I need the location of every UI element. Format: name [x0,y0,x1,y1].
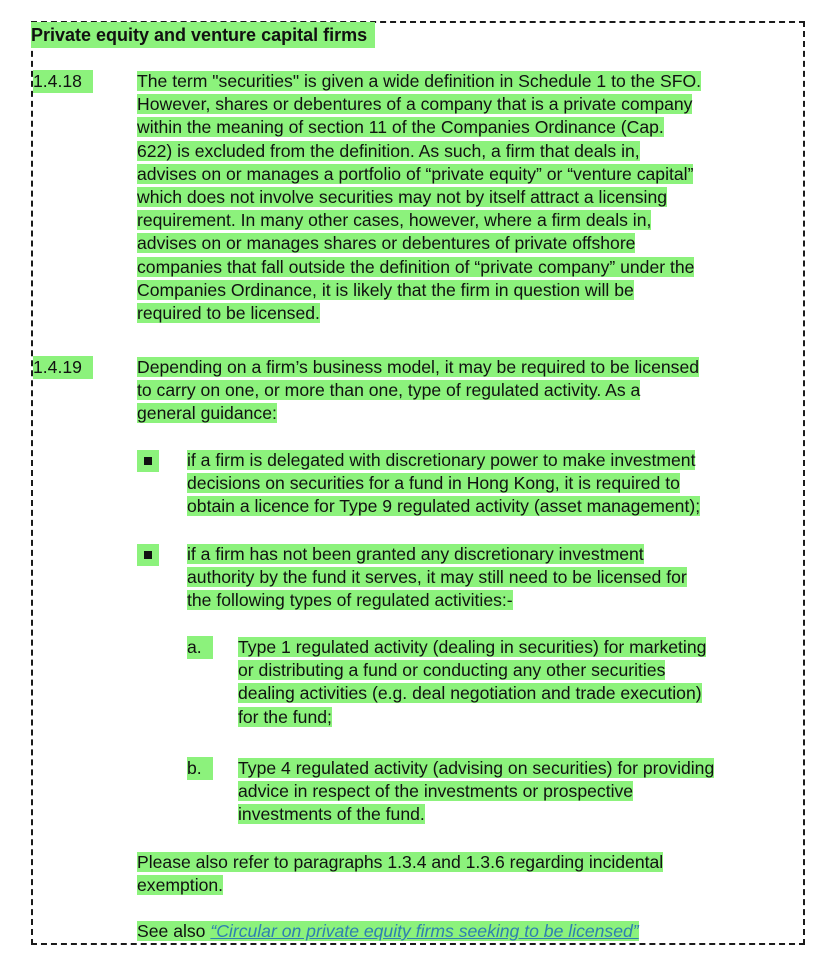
paragraph-1419-line: Depending on a firm’s business model, it may be required to be licensed [137,357,700,377]
paragraph-1418-line: which does not involve securities may not by itself attract a licensing [137,187,668,208]
paragraph-1418-line: 622) is excluded from the definition. As such, a firm that deals in, [137,140,640,161]
paragraph-1418-line: advises on or manages shares or debentures of private offshore [137,233,636,254]
subitem-b [238,757,714,827]
bullet-item-2 [187,543,687,613]
section-heading: Private equity and venture capital firms [31,22,375,48]
also-refer-line: exemption. [137,875,224,896]
paragraph-1418-line: required to be licensed. [137,303,320,324]
subitem-a-line: Type 1 regulated activity (dealing in securities) for marketing [238,637,707,657]
bullet-1-line: decisions on securities for a fund in Hong Kong, it is required to [187,473,680,494]
paragraph-1418-line: advises on or manages a portfolio of “private equity” or “venture capital” [137,163,694,184]
paragraph-1418-line: companies that fall outside the definition of “private company” under the [137,256,695,277]
paragraph-1418-line: The term "securities" is given a wide definition in Schedule 1 to the SFO. [137,71,702,91]
subitem-a-line: for the fund; [238,706,332,727]
bullet-1-line: if a firm is delegated with discretionary power to make investment [187,450,696,470]
see-also-prefix: See also [137,921,211,941]
bullet-1-line: obtain a licence for Type 9 regulated activity (asset management); [187,496,701,517]
circular-link[interactable]: “Circular on private equity firms seeking to be licensed” [210,921,639,941]
bullet-marker [137,450,159,472]
subitem-b-line: advice in respect of the investments or prospective [238,781,634,802]
square-bullet-icon [144,457,152,465]
bullet-2-line: if a firm has not been granted any discretionary investment [187,544,644,564]
subitem-b-marker: b. [187,757,213,780]
subitem-b-line: Type 4 regulated activity (advising on securities) for providing [238,758,715,778]
subitem-b-line: investments of the fund. [238,804,425,825]
subitem-a-marker: a. [187,636,213,659]
also-refer-line: Please also refer to paragraphs 1.3.4 and 1.3.6 regarding incidental [137,852,664,872]
subitem-a-line: dealing activities (e.g. deal negotiation and trade execution) [238,683,702,704]
paragraph-number-1419: 1.4.19 [33,356,93,379]
paragraph-1418-line: requirement. In many other cases, however, where a firm deals in, [137,210,652,231]
bullet-2-line: the following types of regulated activities:- [187,590,513,611]
paragraph-1419-line: to carry on one, or more than one, type of regulated activity. As a [137,380,641,401]
also-refer-paragraph [137,851,663,897]
paragraph-1418-line: within the meaning of section 11 of the Companies Ordinance (Cap. [137,117,664,138]
bullet-item-1 [187,449,700,519]
subitem-a-line: or distributing a fund or conducting any other securities [238,660,666,681]
bullet-marker [137,544,159,566]
paragraph-1419-line: general guidance: [137,403,277,424]
paragraph-number-1418: 1.4.18 [33,70,93,93]
square-bullet-icon [144,551,152,559]
paragraph-1418-line: Companies Ordinance, it is likely that the firm in question will be [137,279,634,300]
paragraph-1419 [137,356,699,426]
paragraph-1418 [137,70,701,325]
subitem-a [238,636,706,729]
bullet-2-line: authority by the fund it serves, it may still need to be licensed for [187,567,687,588]
paragraph-1418-line: However, shares or debentures of a company that is a private company [137,94,693,115]
see-also-line [137,920,639,943]
